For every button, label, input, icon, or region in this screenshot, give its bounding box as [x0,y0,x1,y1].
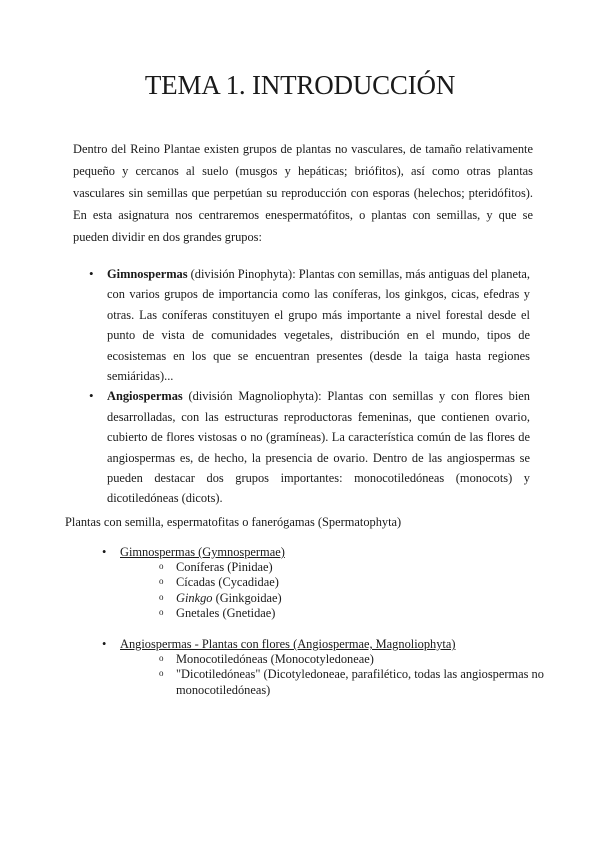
list-item-gymnosperms [107,264,530,386]
gymnosperm-subgroups [120,560,550,621]
angiosperm-group [120,637,550,698]
classification-title: Plantas con semilla, espermatofitas o fanerógamas (Spermatophyta) [65,515,402,529]
division-list [107,264,530,509]
list-item-angiosperms [107,386,530,508]
term-gymnosperms: Gimnospermas [107,267,188,281]
subgroup-item: o Coníferas (Pinidae) [176,560,550,575]
subgroup-item-ginkgo [176,591,550,606]
subgroup-item: o Monocotiledóneas (Monocotyledoneae) [176,652,550,667]
ginkgo-italic: Ginkgo [176,590,213,605]
desc-gymnosperms: (división Pinophyta): Plantas con semillas, más antiguas del planeta, con varios grupos de importancia como las coníferas, los ginkgos, cicas, efedras y otras. Las coníferas constituyen el grupo más importante a nivel forestal desde el punto de vista de comunidades vegetales, distribución en el mundo, tipos de ecosistemas en los que se encuentran presentes (desde la taiga hasta regiones semiáridas)... [107,267,530,384]
gymnosperm-group [120,545,550,621]
subgroup-item: o "Dicotiledóneas" (Dicotyledoneae, parafilético, todas las angiospermas no monocotiledóneas) [176,667,550,697]
subgroup-item: o Cícadas (Cycadidae) [176,575,550,590]
angiosperm-subgroups [120,652,550,698]
gymnosperm-group-title: • Gimnospermas (Gymnospermae) [120,545,550,560]
intro-paragraph: Dentro del Reino Plantae existen grupos de plantas no vasculares, de tamaño relativamente pequeño y cercanos al suelo (musgos y hepáticas; briófitos), así como otras plantas vasculares sin semillas que perpetúan su reproducción con esporas (helechos; pteridófitos). En esta asignatura nos centraremos enespermatófitos, o plantas con semillas, y que se pueden dividir en dos grandes grupos: [73,142,533,244]
term-angiosperms: Angiospermas [107,389,183,404]
subgroup-item: o Gnetales (Gnetidae) [176,606,550,621]
desc-angiosperms: (división Magnoliophyta): Plantas con semillas y con flores bien desarrolladas, con las estructuras reproductoras femeninas, que contienen ovario, cubierto de flores vistosas o no (gramíneas). La característica común de las flores de angiospermas es, de hecho, la presencia de ovario. Dentro de las angiospermas se pueden destacar dos grupos importantes: monocotiledóneas (monocots) y dicotiledóneas (dicots). [107,389,530,506]
page-title: TEMA 1. INTRODUCCIÓN [144,70,456,100]
angiosperm-group-title: • Angiospermas - Plantas con flores (Angiospermae, Magnoliophyta) [120,637,550,652]
ginkgo-rest: (Ginkgoidae) [212,590,282,605]
